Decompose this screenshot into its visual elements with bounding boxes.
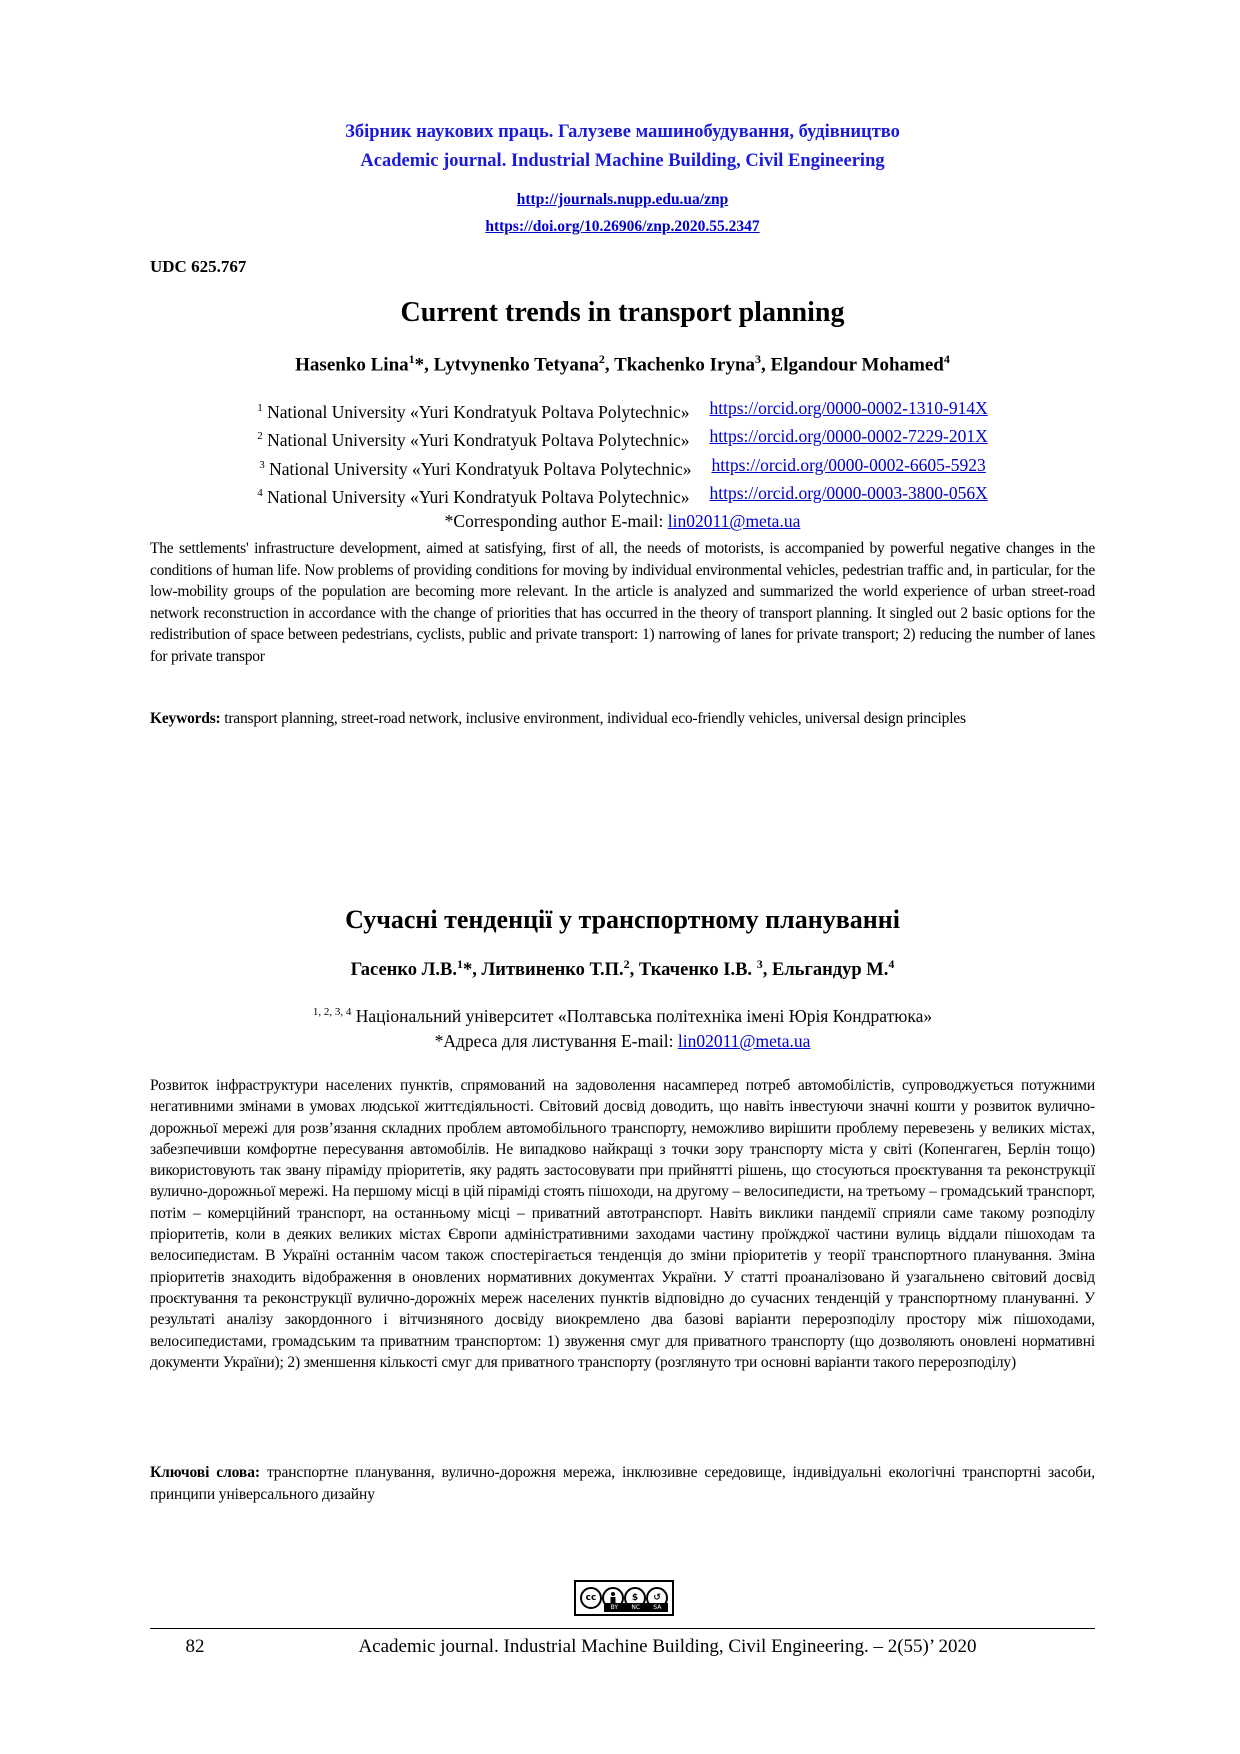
footer-text: Academic journal. Industrial Machine Building, Civil Engineering. – 2(55)’ 2020 (358, 1636, 977, 1657)
corresponding-author (150, 509, 1095, 534)
affiliation-institution (257, 396, 689, 424)
keywords-label: Keywords: (150, 710, 221, 727)
author-name: Ткаченко І.В. (638, 960, 757, 981)
affiliation-num: 3 (259, 458, 265, 471)
affiliation-num: 4 (257, 486, 263, 499)
author-sup: 3 (756, 957, 763, 971)
affiliation-institution (257, 424, 689, 452)
license-by: BY (610, 1604, 619, 1611)
affiliation-nums: 1, 2, 3, 4 (312, 1006, 352, 1018)
author-sup: 1 (408, 352, 415, 366)
corresponding-label: *Corresponding author E-mail: (444, 511, 668, 532)
license-strip (604, 1603, 668, 1612)
author-sup: 4 (943, 352, 950, 366)
author-name: Гасенко Л.В. (350, 960, 458, 981)
orcid-link[interactable]: https://orcid.org/0000-0002-1310-914X (709, 398, 988, 418)
affiliation-ua (150, 1000, 1095, 1054)
author-separator: , (762, 960, 772, 981)
author-name: Elgandour Mohamed (770, 354, 944, 376)
corresponding-author-ua (150, 1029, 1095, 1054)
article-title-ua: Сучасні тенденції у транспортному плануванні (345, 905, 900, 934)
author-sup: 1 (457, 957, 464, 971)
affiliation-row (150, 453, 1095, 481)
email-link[interactable]: lin02011@meta.ua (677, 1030, 811, 1051)
affiliation-institution (257, 481, 689, 509)
author-sup: 3 (755, 352, 762, 366)
page-number: 82 (185, 1636, 205, 1657)
author-separator: *, (414, 354, 434, 376)
authors-ua (150, 957, 1095, 981)
author-name: Tkachenko Iryna (614, 354, 756, 376)
doi-link[interactable]: https://doi.org/10.26906/znp.2020.55.2347 (485, 218, 760, 235)
affiliations-en (150, 396, 1095, 534)
nc-noncommercial-icon: $ (624, 1587, 646, 1609)
email-link[interactable]: lin02011@meta.ua (667, 511, 801, 532)
affiliation-row (150, 481, 1095, 509)
footer-divider (150, 1628, 1095, 1629)
author-name: Lytvynenko Tetyana (433, 354, 599, 376)
journal-title-ua: Збірник наукових праць. Галузеве машинобудування, будівництво (345, 122, 900, 142)
affiliation-num: 2 (257, 430, 263, 443)
abstract-en: The settlements' infrastructure development, aimed at satisfying, first of all, the needs of motorists, is accompanied by powerful negative changes in the conditions of human life. Now problems of providing conditions for moving by individual environmental vehicles, pedestrian traffic and, in particular, for the low-mobility groups of the population are becoming more relevant. In the article is analyzed and summarized the world experience of urban street-road network reconstruction in accordance with the change of priorities that has occurred in the theory of transport planning. It singled out 2 basic options for the redistribution of space between pedestrians, cyclists, public and private transport: 1) narrowing of lanes for private transport; 2) reducing the number of lanes for private transpor (150, 540, 1095, 665)
orcid-link[interactable]: https://orcid.org/0000-0002-7229-201X (709, 426, 988, 447)
page-footer (150, 1636, 1095, 1658)
keywords-ua (150, 1462, 1095, 1506)
affiliation-institution (259, 453, 691, 481)
cc-license-badge[interactable] (574, 1580, 674, 1616)
license-nc: NC (631, 1604, 641, 1611)
author-separator: *, (463, 960, 482, 981)
abstract-ua: Розвиток інфраструктури населених пунктів, спрямований на задоволення насамперед потреб автомобілістів, супроводжується потужними негативними змінами в умовах людської життєдіяльності. Світовий досвід доводить, що навіть інвестуючи значні кошти у розвиток вулично-дорожньої мережі для розв’язання складних проблем автомобільного транспорту, неможливо вирішити проблему перевезень у великих містах, забезпечивши комфортне пересування автомобілів. Не випадково найкращі з точки зору транспорту міста у світі (Копенгаген, Берлін тощо) використовують так звану піраміду пріоритетів, яку радять застосовувати при прийнятті рішень, що стосуються проєктування та реконструкції вулично-дорожньої мережі. На першому місці в цій піраміді стоять пішоходи, на другому – велосипедисти, на третьому – громадський транспорт, потім – комерційний транспорт, на останньому місці – приватний автотранспорт. Навіть виклики пандемії сприяли саме такому розподілу пріоритетів, коли в деяких великих містах Європи адміністративними заходами частину проїжджої частини вулиць віддали пішоходам та велосипедистам. В Україні останнім часом також спостерігається тенденція до зміни пріоритетів у теорії транспортного планування. Зміна пріоритетів знаходить відображення в оновлених нормативних документах України. У статті проаналізовано й узагальнено світовий досвід проєктування та реконструкції вулично-дорожніх мереж населених пунктів відповідно до сучасних тенденцій у транспортному плануванні. У результаті аналізу закордонного і вітчизняного досвіду виокремлено два базові варіанти перерозподілу простору між пішоходами, велосипедистами, громадським та приватним транспортом: 1) звуження смуг для приватного транспорту (що дозволяють оновлені нормативні документи України); 2) зменшення кількості смуг для приватного транспорту (розглянуто три основні варіанти такого перерозподілу) (150, 1077, 1096, 1371)
authors-en (150, 352, 1095, 376)
author-sup: 2 (598, 352, 605, 366)
affiliation-name: Національний університет «Полтавська політехніка імені Юрія Кондратюка» (351, 1005, 933, 1026)
journal-url-link[interactable]: http://journals.nupp.edu.ua/znp (516, 191, 729, 208)
keywords-text: транспортне планування, вулично-дорожня мережа, інклюзивне середовище, індивідуальні екологічні транспортні засоби, принципи універсального дизайну (150, 1464, 1095, 1503)
affiliation-name: National University «Yuri Kondratyuk Poltava Polytechnic» (267, 486, 690, 507)
affiliation-name: National University «Yuri Kondratyuk Poltava Polytechnic» (267, 430, 690, 451)
cc-icon: cc (580, 1587, 602, 1609)
author-name: Ельгандур М. (771, 960, 889, 981)
author-separator: , (761, 354, 771, 376)
orcid-link[interactable]: https://orcid.org/0000-0003-3800-056X (709, 482, 988, 503)
affiliation-name: National University «Yuri Kondratyuk Poltava Polytechnic» (269, 458, 692, 479)
license-sa: SA (653, 1604, 662, 1611)
orcid-link[interactable]: https://orcid.org/0000-0002-6605-5923 (711, 454, 986, 475)
article-title-en: Current trends in transport planning (400, 297, 845, 328)
author-sup: 2 (623, 957, 630, 971)
journal-header (150, 118, 1095, 176)
journal-title-en: Academic journal. Industrial Machine Building, Civil Engineering (360, 151, 885, 171)
keywords-label: Ключові слова: (150, 1464, 260, 1481)
author-name: Литвиненко Т.П. (481, 960, 624, 981)
keywords-text: transport planning, street-road network, inclusive environment, individual eco-friendly vehicles, universal design principles (220, 710, 966, 727)
corresponding-label: *Адреса для листування E-mail: (434, 1030, 678, 1051)
affiliation-num: 1 (257, 402, 263, 414)
author-separator: , (629, 960, 639, 981)
affiliation-row (150, 424, 1095, 452)
keywords-en (150, 708, 1095, 730)
journal-links (150, 186, 1095, 240)
sa-sharealike-icon: ↺ (646, 1587, 668, 1609)
udc-code: UDC 625.767 (150, 257, 247, 276)
affiliation-row (150, 396, 1095, 424)
affiliation-name: National University «Yuri Kondratyuk Poltava Polytechnic» (267, 401, 690, 422)
author-name: Hasenko Lina (295, 354, 409, 376)
author-sup: 4 (888, 957, 895, 971)
author-separator: , (604, 354, 615, 376)
